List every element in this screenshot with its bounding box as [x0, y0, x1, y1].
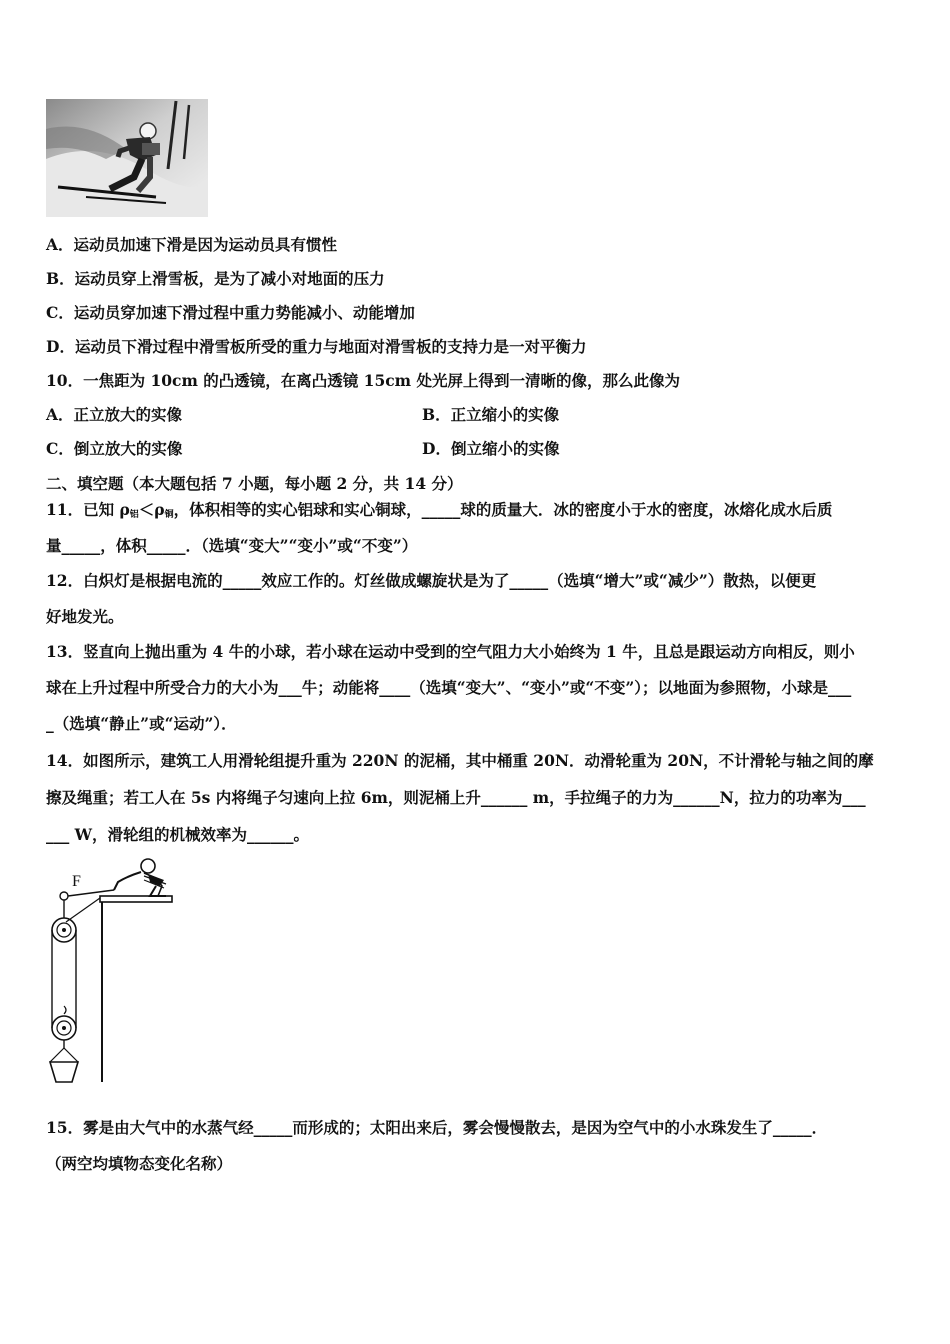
q11-suffix: ，体积相等的实心铝球和实心铜球，_____球的质量大．冰的密度小于水的密度，冰熔化成水后质: [173, 500, 833, 519]
q12-line-1: 12．白炽灯是根据电流的_____效应工作的。灯丝做成螺旋状是为了_____（选填“增大”或“减少”）散热，以便更: [46, 571, 817, 590]
q10-option-b: B．正立缩小的实像: [422, 405, 560, 424]
force-label: F: [72, 873, 81, 890]
q14-line-1: 14．如图所示，建筑工人用滑轮组提升重为 220N 的泥桶，其中桶重 20N．动滑轮重为 20N，不计滑轮与轴之间的摩: [46, 751, 874, 770]
section-heading: 二、填空题（本大题包括 7 小题，每小题 2 分，共 14 分）: [46, 474, 463, 493]
q13-line-3: _（选填“静止”或“运动”）．: [46, 714, 237, 733]
q10-option-c: C．倒立放大的实像: [46, 439, 183, 458]
q9-option-d: D．运动员下滑过程中滑雪板所受的重力与地面对滑雪板的支持力是一对平衡力: [46, 337, 587, 356]
q13-line-1: 13．竖直向上抛出重为 4 牛的小球，若小球在运动中受到的空气阻力大小始终为 1 牛，且总是跟运动方向相反，则小: [46, 642, 855, 661]
q15-line-2: （两空均填物态变化名称）: [46, 1154, 233, 1173]
q9-option-a: A．运动员加速下滑是因为运动员具有惯性: [46, 235, 338, 254]
q11-sub-copper: 铜: [164, 510, 174, 520]
q12-line-2: 好地发光。: [46, 607, 124, 626]
pulley-worker-diagram-icon: [44, 856, 176, 1086]
q9-option-b: B．运动员穿上滑雪板，是为了减小对地面的压力: [46, 269, 385, 288]
q14-line-2: 擦及绳重；若工人在 5s 内将绳子匀速向上拉 6m，则泥桶上升______ m，手拉绳子的力为______N，拉力的功率为___: [46, 788, 866, 807]
q11-prefix: 11．已知 ρ: [46, 500, 130, 519]
q15-line-1: 15．雾是由大气中的水蒸气经_____而形成的；太阳出来后，雾会慢慢散去，是因为空气中的小水珠发生了_____．: [46, 1118, 828, 1137]
q14-line-3: ___ W，滑轮组的机械效率为______。: [46, 825, 310, 844]
q10-option-d: D．倒立缩小的实像: [422, 439, 560, 458]
q11-sub-aluminum: 铝: [129, 510, 139, 520]
q10-row-1: [46, 404, 904, 426]
q11-line-2: 量_____，体积_____．（选填“变大”“变小”或“不变”）: [46, 536, 418, 555]
skier-photo-icon: [46, 99, 208, 217]
q10-row-2: [46, 438, 904, 460]
q9-option-c: C．运动员穿加速下滑过程中重力势能减小、动能增加: [46, 303, 415, 322]
q13-line-2: 球在上升过程中所受合力的大小为___牛；动能将____（选填“变大”、“变小”或“不变”）；以地面为参照物，小球是___: [46, 678, 852, 697]
q10-option-a: A．正立放大的实像: [46, 405, 183, 424]
q11-line-1: [46, 499, 904, 526]
q10-stem: 10．一焦距为 10cm 的凸透镜，在离凸透镜 15cm 处光屏上得到一清晰的像，那么此像为: [46, 371, 680, 390]
q11-mid: ＜ρ: [138, 500, 165, 519]
